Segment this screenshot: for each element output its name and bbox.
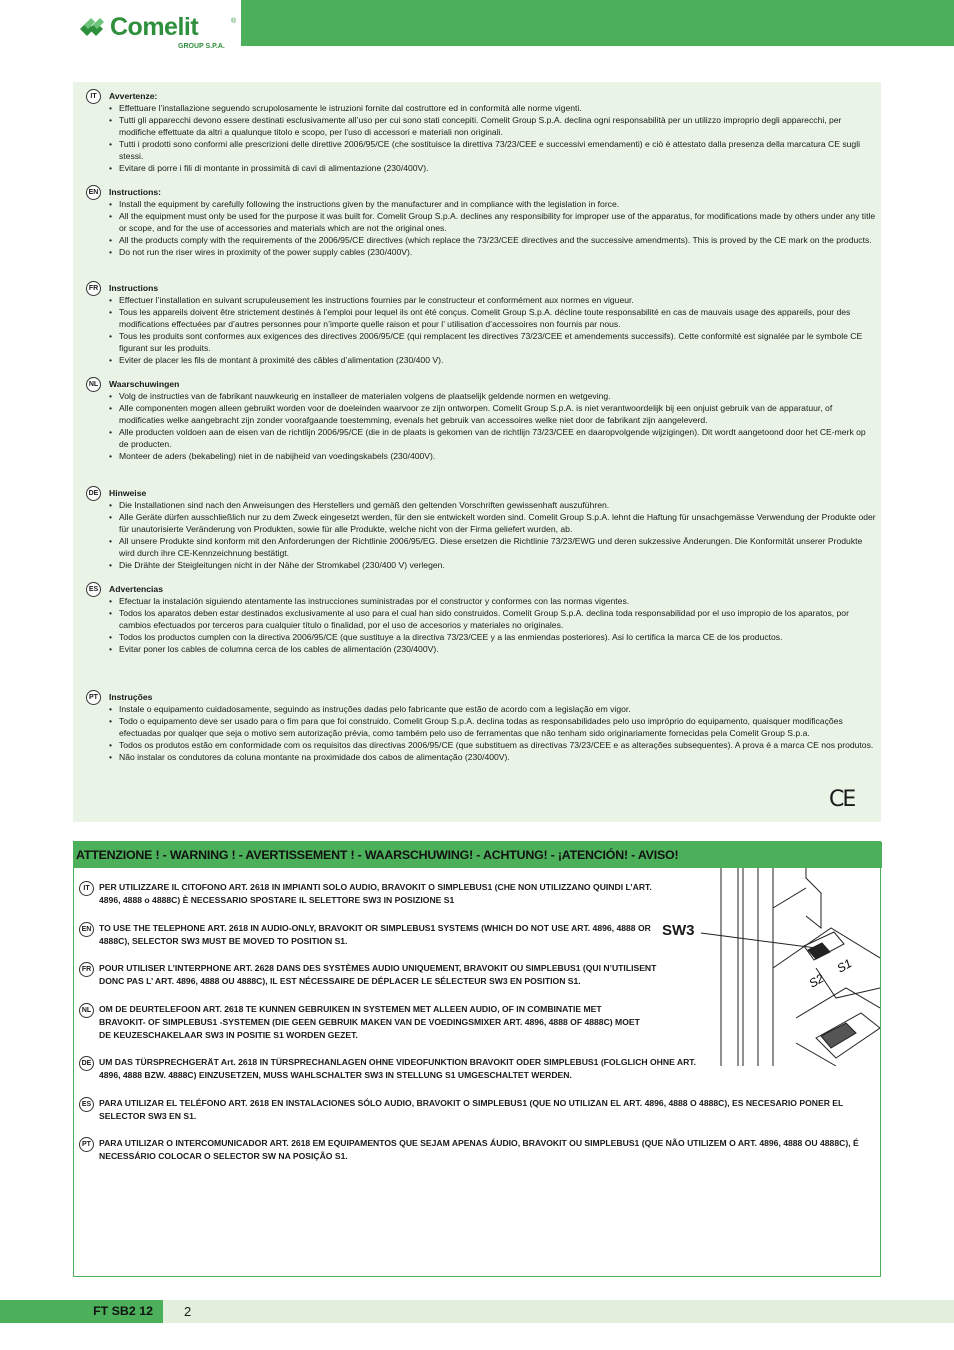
brand-name: Comelit [110, 13, 199, 41]
lang-badge: PT [86, 690, 101, 705]
warning-text: POUR UTILISER L’INTERPHONE ART. 2628 DANS DES SYSTÈMES AUDIO UNIQUEMENT, BRAVOKIT OU SIMPLEBUS1 (QUI N’UTILISENT DONC PAS L’ ART. 4896, 4888 OU 4888C), IL EST NÉCESSAIRE DE DÉPLACER LE SÉLECTEUR SW3 EN POSITION S1. [99, 963, 657, 986]
lang-badge: DE [86, 486, 101, 501]
list-item: • All unsere Produkte sind konform mit den Anforderungen der Richtlinie 2006/95/EG. Diese ersetzen die Richtlinie 73/23/EWG und deren sukzessive Änderungen. Die Konformität unserer Produkte wird durch ihre CE-Kennzeichnung bestätigt. [109, 535, 877, 559]
lang-badge: IT [79, 881, 94, 896]
list-item: • Monteer de aders (bekabeling) niet in de nabijheid van voedingskabels (230/400V). [109, 450, 877, 462]
section-list [109, 595, 877, 655]
s2-label: S2 [806, 971, 827, 991]
list-item: • Install the equipment by carefully following the instructions given by the manufacturer and in compliance with the legislation in force. [109, 198, 877, 210]
list-item: • Instale o equipamento cuidadosamente, seguindo as instruções dadas pelo fabricante que estão de acordo com a legislação em vigor. [109, 703, 877, 715]
lang-badge: IT [86, 89, 101, 104]
section-title: Instructions [109, 283, 159, 293]
brand-sub: GROUP S.P.A. [178, 43, 225, 50]
list-item: • Volg de instructies van de fabrikant nauwkeurig en installeer de materialen volgens de plaatselijk geldende normen en wetgeving. [109, 390, 877, 402]
list-item: • Não instalar os condutores da coluna montante na proximidade dos cabos de alimentação (230/400V). [109, 751, 877, 763]
section-list [109, 294, 877, 366]
section-title: Advertencias [109, 584, 163, 594]
list-item: • Effectuer l’installation en suivant scrupuleusement les instructions fournies par le constructeur et conformément aux normes en vigueur. [109, 294, 877, 306]
comelit-logo-icon [78, 17, 112, 41]
selector-diagram [646, 868, 880, 1066]
list-item: • Die Installationen sind nach den Anweisungen des Herstellers und gemäß den geltenden Vorschriften gewissenhaft auszuführen. [109, 499, 877, 511]
list-item: • Tous les produits sont conformes aux exigences des directives 2006/95/CE (qui remplacent les directives 73/23/CEE et amendements successifs). Cette conformité est signalée par le symbole CE figurant sur les produits. [109, 330, 877, 354]
warning-text: PARA UTILIZAR EL TELÉFONO ART. 2618 EN INSTALACIONES SÓLO AUDIO, BRAVOKIT O SIMPLEBUS1 (QUE NO UTILIZAN EL ART. 4896, 4888 O 4888C), ES NECESARIO PONER EL SELECTOR SW3 EN S1. [99, 1098, 844, 1121]
section-list [109, 499, 877, 571]
list-item: • Eviter de placer les fils de montant à proximité des câbles d’alimentation (230/400 V). [109, 354, 877, 366]
list-item: • Tutti i prodotti sono conformi alle prescrizioni delle direttive 2006/95/CE (che sostituisce la direttiva 73/23/CEE e successivi emendamenti) e ciò è attestato dalla presenza della marcatura CE sugli stessi. [109, 138, 877, 162]
list-item: • Tous les appareils doivent être strictement destinés à l’emploi pour lequel ils ont été conçus. Comelit Group S.p.A. décline toute responsabilité en cas de mauvais usage des appareils, pour des modifications effectuées par d’autres personnes pour n’importe quelle raison et pour l’ utilisation d’accessoires non fournis par nous. [109, 306, 877, 330]
lang-badge: NL [86, 377, 101, 392]
lang-badge: NL [79, 1003, 94, 1018]
section-list [109, 102, 877, 174]
lang-badge: EN [86, 185, 101, 200]
section-title: Hinweise [109, 488, 147, 498]
list-item: • All the equipment must only be used for the purpose it was built for. Comelit Group S.p.A. declines any responsibility for improper use of the apparatus, for modifications made by others under any title or scope, and for the use of accessories and materials which are not the original ones. [109, 210, 877, 234]
s1-label: S1 [834, 956, 855, 976]
section-title: Waarschuwingen [109, 379, 180, 389]
section-title: Instructions: [109, 187, 162, 197]
list-item: • Todos los productos cumplen con la directiva 2006/95/CE (que sustituye a la directiva 73/23/CEE y a las enmiendas posteriores). Asi lo certifica la marca CE de los productos. [109, 631, 877, 643]
lang-badge: FR [86, 281, 101, 296]
sw3-label: SW3 [662, 922, 695, 939]
warning-title: ATTENZIONE ! - WARNING ! - AVERTISSEMENT ! - WAARSCHUWING! - ACHTUNG! - ¡ATENCIÓN! - AVISO! [74, 842, 882, 868]
list-item: • Effettuare l’installazione seguendo scrupolosamente le istruzioni fornite dal costruttore ed in conformità alle norme vigenti. [109, 102, 877, 114]
warning-text: UM DAS TÜRSPRECHGERÄT Art. 2618 IN TÜRSPRECHANLAGEN OHNE VIDEOFUNKTION BRAVOKIT ODER SIMPLEBUS1 (FOLGLICH OHNE ART. 4896, 4888 BZW. 4888C) EINZUSETZEN, MUSS WAHLSCHALTER SW3 IN STELLUNG S1 UMGESCHALTET WERDEN. [99, 1057, 696, 1080]
section-list [109, 703, 877, 763]
page-number: 2 [184, 1304, 192, 1319]
list-item: • Alle producten voldoen aan de eisen van de richtlijn 2006/95/CE (die in de plaats is gekomen van de richtlijn 73/23/CEE en daaropvolgende wijzigingen). Dit wordt aangetoond door het CE-merk op de producten. [109, 426, 877, 450]
section-title: Instruções [109, 692, 153, 702]
lang-badge: ES [86, 582, 101, 597]
lang-badge: ES [79, 1097, 94, 1112]
warning-text: TO USE THE TELEPHONE ART. 2618 IN AUDIO-ONLY, BRAVOKIT OR SIMPLEBUS1 SYSTEMS (WHICH DO NOT USE ART. 4896, 4888 OR 4888C), SELECTOR SW3 MUST BE MOVED TO POSITION S1. [99, 923, 651, 946]
lang-badge: EN [79, 922, 94, 937]
section-title: Avvertenze: [109, 91, 158, 101]
list-item: • Todo o equipamento deve ser usado para o fim para que foi construido. Comelit Group S.p.A. declina todas as responsabilidades pelo uso impróprio do equipamento, quaisquer modificações efectuadas por qualqer que seja o motivo sem autorização prévia, como também pelo uso de ferramentas que não tenham sido originariamente fornecidas pela Comelit Group S.p.a. [109, 715, 877, 739]
list-item: • Efectuar la instalación siguiendo atentamente las instrucciones suministradas por el constructor y conformes con las normas vigentes. [109, 595, 877, 607]
warning-text: PARA UTILIZAR O INTERCOMUNICADOR ART. 2618 EM EQUIPAMENTOS QUE SEJAM APENAS ÁUDIO, BRAVOKIT OU SIMPLEBUS1 (QUE NÃO UTILIZEM O ART. 4896, 4888 OU 4888C), É NECESSÁRIO COLOCAR O SELECTOR SW NA POSIÇÃO S1. [99, 1138, 859, 1161]
lang-badge: PT [79, 1137, 94, 1152]
lang-badge: DE [79, 1056, 94, 1071]
section-list [109, 198, 877, 258]
section-list [109, 390, 877, 462]
warning-text: PER UTILIZZARE IL CITOFONO ART. 2618 IN IMPIANTI SOLO AUDIO, BRAVOKIT O SIMPLEBUS1 (CHE NON UTILIZZANO QUINDI L’ART. 4896, 4888 o 4888C) È NECESSARIO SPOSTARE IL SELETTORE SW3 IN POSIZIONE S1 [99, 882, 652, 905]
list-item: • Tutti gli apparecchi devono essere destinati esclusivamente all’uso per cui sono stati concepiti. Comelit Group S.p.A. declina ogni responsabilità per un utilizzo improprio degli apparecchi, per modifiche effettuate da altri a qualunque titolo e scopo, per l’uso di accessori e materiali non originali. [109, 114, 877, 138]
list-item: • Evitare di porre i fili di montante in prossimità di cavi di alimentazione (230/400V). [109, 162, 877, 174]
list-item: • All the products comply with the requirements of the 2006/95/CE directives (which replace the 73/23/CEE directives and the successive amendments). This is proved by the CE mark on the products. [109, 234, 877, 246]
list-item: • Alle Geräte dürfen ausschließlich nur zu dem Zweck eingesetzt werden, für den sie entwickelt worden sind. Comelit Group S.p.A. lehnt die Haftung für unsachgemässe Verwendung der Produkte oder für unautorisierte Veränderung von Produkten, sowie für alle Produkte, welche nicht von der Firma geliefert wurden, ab. [109, 511, 877, 535]
list-item: • Die Drähte der Steigleitungen nicht in der Nähe der Stromkabel (230/400 V) verlegen. [109, 559, 877, 571]
lang-badge: FR [79, 962, 94, 977]
document-code: FT SB2 12 [93, 1304, 153, 1318]
list-item: • Todos os produtos estão em conformidade com os requisitos das directivas 2006/95/CE (que substituem as directivas 73/23/CEE e as alterações subsequentes). A prova é a marca CE nos produtos. [109, 739, 877, 751]
list-item: • Evitar poner los cables de columna cerca de los cables de alimentación (230/400V). [109, 643, 877, 655]
list-item: • Do not run the riser wires in proximity of the power supply cables (230/400V). [109, 246, 877, 258]
list-item: • Alle componenten mogen alleen gebruikt worden voor de doeleinden waarvoor ze zijn ontworpen. Comelit Group S.p.A. is niet verantwoordelijk bij een onjuist gebruik van de apparatuur, of modificaties welke aangebracht zijn zonder voorafgaande toestemming, evenals het gebruik van accessoires welke niet door de fabrikant zijn aangeleverd. [109, 402, 877, 426]
footer-code [0, 1300, 163, 1323]
ce-mark-icon: CE [829, 787, 855, 812]
list-item: • Todos los aparatos deben estar destinados exclusivamente al uso para el cual han sido construidos. Comelit Group S.p.A. declina toda responsabilidad por el uso impropio de los aparatos, por cambios efectuados por terceros para cualquier título o finalidad, por el uso de accesorios y materiales no originales. [109, 607, 877, 631]
warning-text: OM DE DEURTELEFOON ART. 2618 TE KUNNEN GEBRUIKEN IN SYSTEMEN MET ALLEEN AUDIO, OF IN COMBINATIE MET BRAVOKIT- OF SIMPLEBUS1 -SYSTEMEN (DIE GEEN GEBRUIK MAKEN VAN DE VOEDINGSMIXER ART. 4896, 4888 OF 4888C) MOET DE KEUZESCHAKELAAR SW3 IN POSITIE S1 WORDEN GEZET. [99, 1004, 640, 1040]
instructions-panel [73, 82, 881, 822]
logo [0, 0, 241, 50]
brand-registered: ® [231, 18, 237, 25]
